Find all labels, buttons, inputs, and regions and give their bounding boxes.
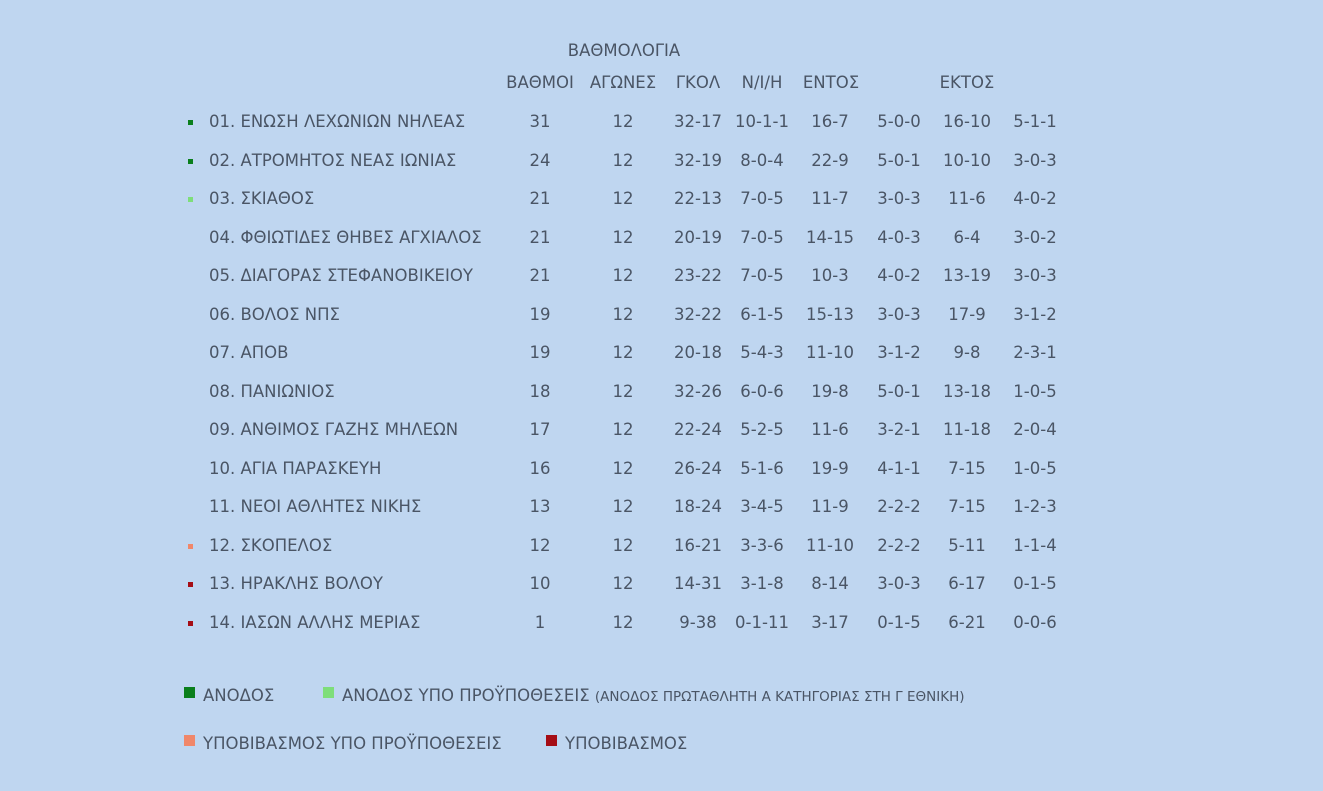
cell-home-wdl: 3-2-1 [877, 420, 921, 439]
cell-away-goals: 10-10 [943, 150, 991, 170]
team-name: 14. ΙΑΣΩΝ ΑΛΛΗΣ ΜΕΡΙΑΣ [209, 612, 421, 632]
cell-points: 24 [529, 150, 551, 170]
cell-away-goals: 11-18 [943, 420, 991, 439]
cell-home-wdl: 5-0-1 [877, 150, 921, 170]
cell-home-goals: 11-10 [806, 343, 854, 362]
cell-games: 12 [612, 227, 634, 247]
team-name: 06. ΒΟΛΟΣ ΝΠΣ [209, 304, 340, 324]
cell-wdl: 3-4-5 [740, 497, 784, 516]
cell-away-wdl: 5-1-1 [1013, 112, 1057, 131]
cell-home-goals: 15-13 [806, 304, 854, 324]
cell-games: 12 [612, 150, 634, 170]
cell-goals: 16-21 [674, 535, 722, 555]
cell-points: 16 [529, 458, 551, 478]
legend-relegation-swatch [546, 735, 557, 746]
cell-home-goals: 8-14 [811, 574, 849, 593]
cell-games: 12 [612, 420, 634, 439]
team-name: 12. ΣΚΟΠΕΛΟΣ [209, 535, 333, 555]
cell-games: 12 [612, 112, 634, 131]
cell-points: 21 [529, 266, 551, 285]
col-header-wdl: Ν/Ι/Η [741, 73, 783, 92]
cell-goals: 20-19 [674, 227, 722, 247]
legend-conditional-promotion-note: (ΑΝΟΔΟΣ ΠΡΩΤΑΘΛΗΤΗ Α ΚΑΤΗΓΟΡΙΑΣ ΣΤΗ Γ ΕΘΝΙΚΗ) [594, 689, 965, 705]
cell-wdl: 3-3-6 [740, 535, 784, 555]
team-name: 11. ΝΕΟΙ ΑΘΛΗΤΕΣ ΝΙΚΗΣ [209, 497, 422, 516]
team-name: 05. ΔΙΑΓΟΡΑΣ ΣΤΕΦΑΝΟΒΙΚΕΙΟΥ [209, 266, 473, 285]
cell-goals: 14-31 [674, 574, 722, 593]
cell-games: 12 [612, 189, 634, 208]
cell-wdl: 5-4-3 [740, 343, 784, 362]
cell-home-wdl: 4-0-3 [877, 227, 921, 247]
team-name: 10. ΑΓΙΑ ΠΑΡΑΣΚΕΥΗ [209, 458, 382, 478]
cell-goals: 18-24 [674, 497, 722, 516]
col-header-away: ΕΚΤΟΣ [939, 73, 995, 92]
cell-wdl: 6-0-6 [740, 381, 784, 401]
legend-conditional-promotion-label [342, 686, 964, 705]
cell-points: 10 [529, 574, 551, 593]
cell-wdl: 5-2-5 [740, 420, 784, 439]
cell-away-goals: 11-6 [948, 189, 986, 208]
cell-home-wdl: 3-0-3 [877, 574, 921, 593]
cell-home-wdl: 0-1-5 [877, 612, 921, 632]
status-marker [188, 197, 193, 202]
cell-away-wdl: 0-0-6 [1013, 612, 1057, 632]
legend-promotion-swatch [184, 687, 195, 698]
cell-points: 19 [529, 343, 551, 362]
team-name: 02. ΑΤΡΟΜΗΤΟΣ ΝΕΑΣ ΙΩΝΙΑΣ [209, 150, 457, 170]
cell-games: 12 [612, 612, 634, 632]
cell-goals: 32-19 [674, 150, 722, 170]
cell-games: 12 [612, 381, 634, 401]
cell-home-wdl: 2-2-2 [877, 535, 921, 555]
cell-away-wdl: 2-0-4 [1013, 420, 1057, 439]
team-name: 03. ΣΚΙΑΘΟΣ [209, 189, 315, 208]
cell-points: 31 [529, 112, 551, 131]
cell-away-wdl: 0-1-5 [1013, 574, 1057, 593]
cell-away-goals: 17-9 [948, 304, 986, 324]
cell-home-goals: 11-10 [806, 535, 854, 555]
cell-away-goals: 16-10 [943, 112, 991, 131]
cell-away-goals: 5-11 [948, 535, 986, 555]
legend-conditional-relegation-swatch [184, 735, 195, 746]
cell-away-wdl: 1-2-3 [1013, 497, 1057, 516]
cell-games: 12 [612, 497, 634, 516]
legend-conditional-promotion-swatch [323, 687, 334, 698]
cell-wdl: 6-1-5 [740, 304, 784, 324]
cell-goals: 26-24 [674, 458, 722, 478]
cell-away-goals: 7-15 [948, 458, 986, 478]
team-name: 08. ΠΑΝΙΩΝΙΟΣ [209, 381, 335, 401]
cell-points: 18 [529, 381, 551, 401]
cell-away-wdl: 1-0-5 [1013, 381, 1057, 401]
cell-away-wdl: 4-0-2 [1013, 189, 1057, 208]
cell-goals: 23-22 [674, 266, 722, 285]
team-name: 04. ΦΘΙΩΤΙΔΕΣ ΘΗΒΕΣ ΑΓΧΙΑΛΟΣ [209, 227, 482, 247]
status-marker [188, 159, 193, 164]
cell-wdl: 10-1-1 [735, 112, 789, 131]
cell-games: 12 [612, 343, 634, 362]
status-marker [188, 120, 193, 125]
cell-goals: 22-13 [674, 189, 722, 208]
cell-goals: 20-18 [674, 343, 722, 362]
cell-goals: 32-17 [674, 112, 722, 131]
team-name: 07. ΑΠΟΒ [209, 343, 289, 362]
cell-home-wdl: 5-0-0 [877, 112, 921, 131]
cell-home-goals: 19-8 [811, 381, 849, 401]
cell-away-wdl: 1-0-5 [1013, 458, 1057, 478]
cell-away-goals: 7-15 [948, 497, 986, 516]
cell-wdl: 5-1-6 [740, 458, 784, 478]
legend-relegation-label: ΥΠΟΒΙΒΑΣΜΟΣ [565, 734, 688, 753]
cell-away-wdl: 3-0-2 [1013, 227, 1057, 247]
cell-home-goals: 22-9 [811, 150, 849, 170]
cell-home-wdl: 5-0-1 [877, 381, 921, 401]
cell-points: 1 [534, 612, 546, 632]
team-name: 01. ΕΝΩΣΗ ΛΕΧΩΝΙΩΝ ΝΗΛΕΑΣ [209, 112, 466, 131]
cell-points: 17 [529, 420, 551, 439]
status-marker [188, 544, 193, 549]
cell-points: 13 [529, 497, 551, 516]
cell-games: 12 [612, 458, 634, 478]
legend-conditional-relegation-label: ΥΠΟΒΙΒΑΣΜΟΣ ΥΠΟ ΠΡΟΫΠΟΘΕΣΕΙΣ [203, 734, 502, 753]
status-marker [188, 621, 193, 626]
cell-wdl: 7-0-5 [740, 227, 784, 247]
cell-goals: 22-24 [674, 420, 722, 439]
cell-wdl: 7-0-5 [740, 266, 784, 285]
team-name: 09. ΑΝΘΙΜΟΣ ΓΑΖΗΣ ΜΗΛΕΩΝ [209, 420, 459, 439]
cell-games: 12 [612, 266, 634, 285]
cell-home-wdl: 3-1-2 [877, 343, 921, 362]
cell-away-goals: 6-4 [953, 227, 981, 247]
cell-home-goals: 10-3 [811, 266, 849, 285]
cell-goals: 32-26 [674, 381, 722, 401]
cell-away-goals: 13-18 [943, 381, 991, 401]
cell-home-goals: 3-17 [811, 612, 849, 632]
cell-away-wdl: 1-1-4 [1013, 535, 1057, 555]
status-marker [188, 582, 193, 587]
team-name: 13. ΗΡΑΚΛΗΣ ΒΟΛΟΥ [209, 574, 383, 593]
cell-away-goals: 13-19 [943, 266, 991, 285]
cell-home-goals: 16-7 [811, 112, 849, 131]
cell-goals: 9-38 [679, 612, 717, 632]
cell-games: 12 [612, 304, 634, 324]
cell-home-wdl: 3-0-3 [877, 304, 921, 324]
cell-away-wdl: 2-3-1 [1013, 343, 1057, 362]
cell-home-goals: 19-9 [811, 458, 849, 478]
cell-home-goals: 11-6 [811, 420, 849, 439]
cell-away-wdl: 3-0-3 [1013, 266, 1057, 285]
cell-wdl: 3-1-8 [740, 574, 784, 593]
legend-conditional-promotion-text: ΑΝΟΔΟΣ ΥΠΟ ΠΡΟΫΠΟΘΕΣΕΙΣ [342, 686, 590, 705]
cell-wdl: 7-0-5 [740, 189, 784, 208]
cell-points: 21 [529, 227, 551, 247]
cell-home-goals: 11-9 [811, 497, 849, 516]
col-header-goals: ΓΚΟΛ [675, 73, 721, 92]
cell-home-wdl: 4-1-1 [877, 458, 921, 478]
cell-points: 12 [529, 535, 551, 555]
cell-away-goals: 6-21 [948, 612, 986, 632]
col-header-home: ΕΝΤΟΣ [802, 73, 860, 92]
col-header-points: ΒΑΘΜΟΙ [506, 73, 574, 92]
cell-away-goals: 9-8 [953, 343, 981, 362]
cell-home-wdl: 2-2-2 [877, 497, 921, 516]
col-header-games: ΑΓΩΝΕΣ [589, 73, 657, 92]
cell-points: 19 [529, 304, 551, 324]
cell-home-goals: 11-7 [811, 189, 849, 208]
cell-games: 12 [612, 535, 634, 555]
cell-home-wdl: 3-0-3 [877, 189, 921, 208]
cell-goals: 32-22 [674, 304, 722, 324]
cell-away-goals: 6-17 [948, 574, 986, 593]
cell-games: 12 [612, 574, 634, 593]
cell-away-wdl: 3-1-2 [1013, 304, 1057, 324]
cell-points: 21 [529, 189, 551, 208]
cell-wdl: 8-0-4 [740, 150, 784, 170]
cell-home-wdl: 4-0-2 [877, 266, 921, 285]
cell-away-wdl: 3-0-3 [1013, 150, 1057, 170]
cell-wdl: 0-1-11 [735, 612, 789, 632]
standings-title: ΒΑΘΜΟΛΟΓΙΑ [567, 41, 681, 60]
legend-promotion-label: ΑΝΟΔΟΣ [203, 686, 275, 705]
cell-home-goals: 14-15 [806, 227, 854, 247]
